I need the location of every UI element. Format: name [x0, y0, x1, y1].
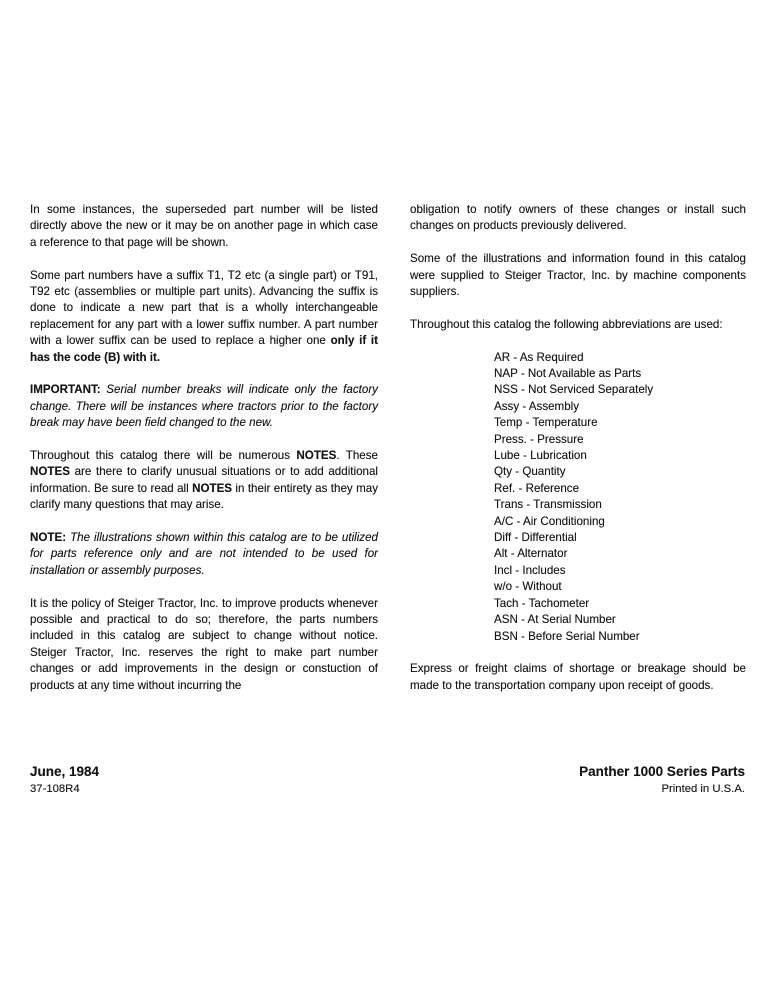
paragraph [410, 251, 746, 300]
abbreviation-item: Tach - Tachometer [494, 596, 590, 610]
footer-right [579, 763, 745, 798]
text-segment: NOTES [30, 465, 70, 479]
text-segment: IMPORTANT: [30, 383, 107, 397]
abbreviation-item: w/o - Without [494, 580, 562, 594]
paragraph [30, 382, 378, 431]
text-segment: obligation to notify owners of these changes or install such changes on products previously delivered. [410, 203, 746, 233]
paragraph [410, 317, 746, 333]
abbreviation-item: Press. - Pressure [494, 432, 584, 446]
abbreviation-item: Alt - Alternator [494, 547, 568, 561]
abbreviation-item: Lube - Lubrication [494, 449, 587, 463]
abbreviation-item: ASN - At Serial Number [494, 613, 616, 627]
text-segment: In some instances, the superseded part number will be listed directly above the new or it may be on another page in which case a reference to that page will be shown. [30, 203, 378, 249]
right-column [410, 202, 746, 711]
text-segment: NOTE: [30, 531, 71, 545]
text-segment: . These [336, 449, 378, 463]
abbreviation-item: AR - As Required [494, 350, 584, 364]
printed-in: Printed in U.S.A. [661, 783, 745, 795]
abbreviation-item: A/C - Air Conditioning [494, 514, 605, 528]
text-segment: Some part numbers have a suffix T1, T2 etc (a single part) or T91, T92 etc (assemblies or multiple part units). Advancing the suffix is done to indicate a new part that is a wholly interchangeable replacement for any part with a lower suffix number. A part number with a lower suffix can be used to replace a higher one [30, 268, 378, 348]
catalog-title: Panther 1000 Series Parts [579, 764, 745, 779]
text-segment: Some of the illustrations and information found in this catalog were supplied to Steiger Tractor, Inc. by machine components suppliers. [410, 252, 746, 299]
abbreviation-item: Trans - Transmission [494, 498, 602, 512]
text-segment: The illustrations shown within this catalog are to be utilized for parts reference only and are not intended to be used for installation or assembly purposes. [30, 531, 378, 577]
paragraph [30, 268, 378, 366]
abbreviation-item: BSN - Before Serial Number [494, 629, 640, 643]
text-segment: NOTES [296, 449, 337, 463]
footer-left [30, 763, 99, 798]
paragraph [410, 202, 746, 235]
text-segment: It is the policy of Steiger Tractor, Inc. to improve products whenever possible and practical to do so; therefore, the parts numbers included in this catalog are subject to change without notice. Steiger Tractor, Inc. reserves the right to make part number changes or add improvements in the design or constuction of products at any time without incurring the [30, 596, 378, 692]
text-segment: Throughout this catalog the following abbreviations are used: [410, 317, 723, 331]
text-segment: Throughout this catalog there will be numerous [30, 449, 297, 463]
right-column-paragraphs [410, 202, 746, 333]
text-segment: only if it has the code (B) with it. [30, 334, 378, 364]
abbreviation-item: Ref. - Reference [494, 481, 580, 495]
form-number: 37-108R4 [30, 783, 80, 795]
abbreviation-item: NAP - Not Available as Parts [494, 367, 642, 381]
abbreviation-item: Diff - Differential [494, 531, 577, 545]
abbreviation-item: Incl - Includes [494, 563, 566, 577]
paragraph [30, 596, 378, 694]
abbreviation-item: Temp - Temperature [494, 416, 598, 430]
abbreviation-item: Assy - Assembly [494, 399, 580, 413]
text-segment: Serial number breaks will indicate only the factory change. There will be instances where tractors prior to the factory break may have been field changed to the new. [30, 383, 378, 430]
paragraph [30, 530, 378, 579]
text-segment: Express or freight claims of shortage or breakage should be made to the transportation company upon receipt of goods. [410, 662, 746, 692]
paragraph [30, 448, 378, 514]
text-segment: in their entirety as they may clarify many questions that may arise. [30, 481, 379, 512]
text-segment: NOTES [192, 481, 233, 495]
left-column [30, 202, 378, 711]
abbreviation-item: NSS - Not Serviced Separately [494, 383, 654, 397]
text-segment: are there to clarify unusual situations or to add additional information. Be sure to read all [30, 465, 378, 495]
abbreviations-list [410, 350, 746, 645]
publication-date: June, 1984 [30, 764, 100, 779]
paragraph [410, 661, 746, 694]
abbreviation-item: Qty - Quantity [494, 465, 566, 479]
closing-paragraph-container [410, 661, 746, 694]
paragraph [30, 202, 378, 251]
